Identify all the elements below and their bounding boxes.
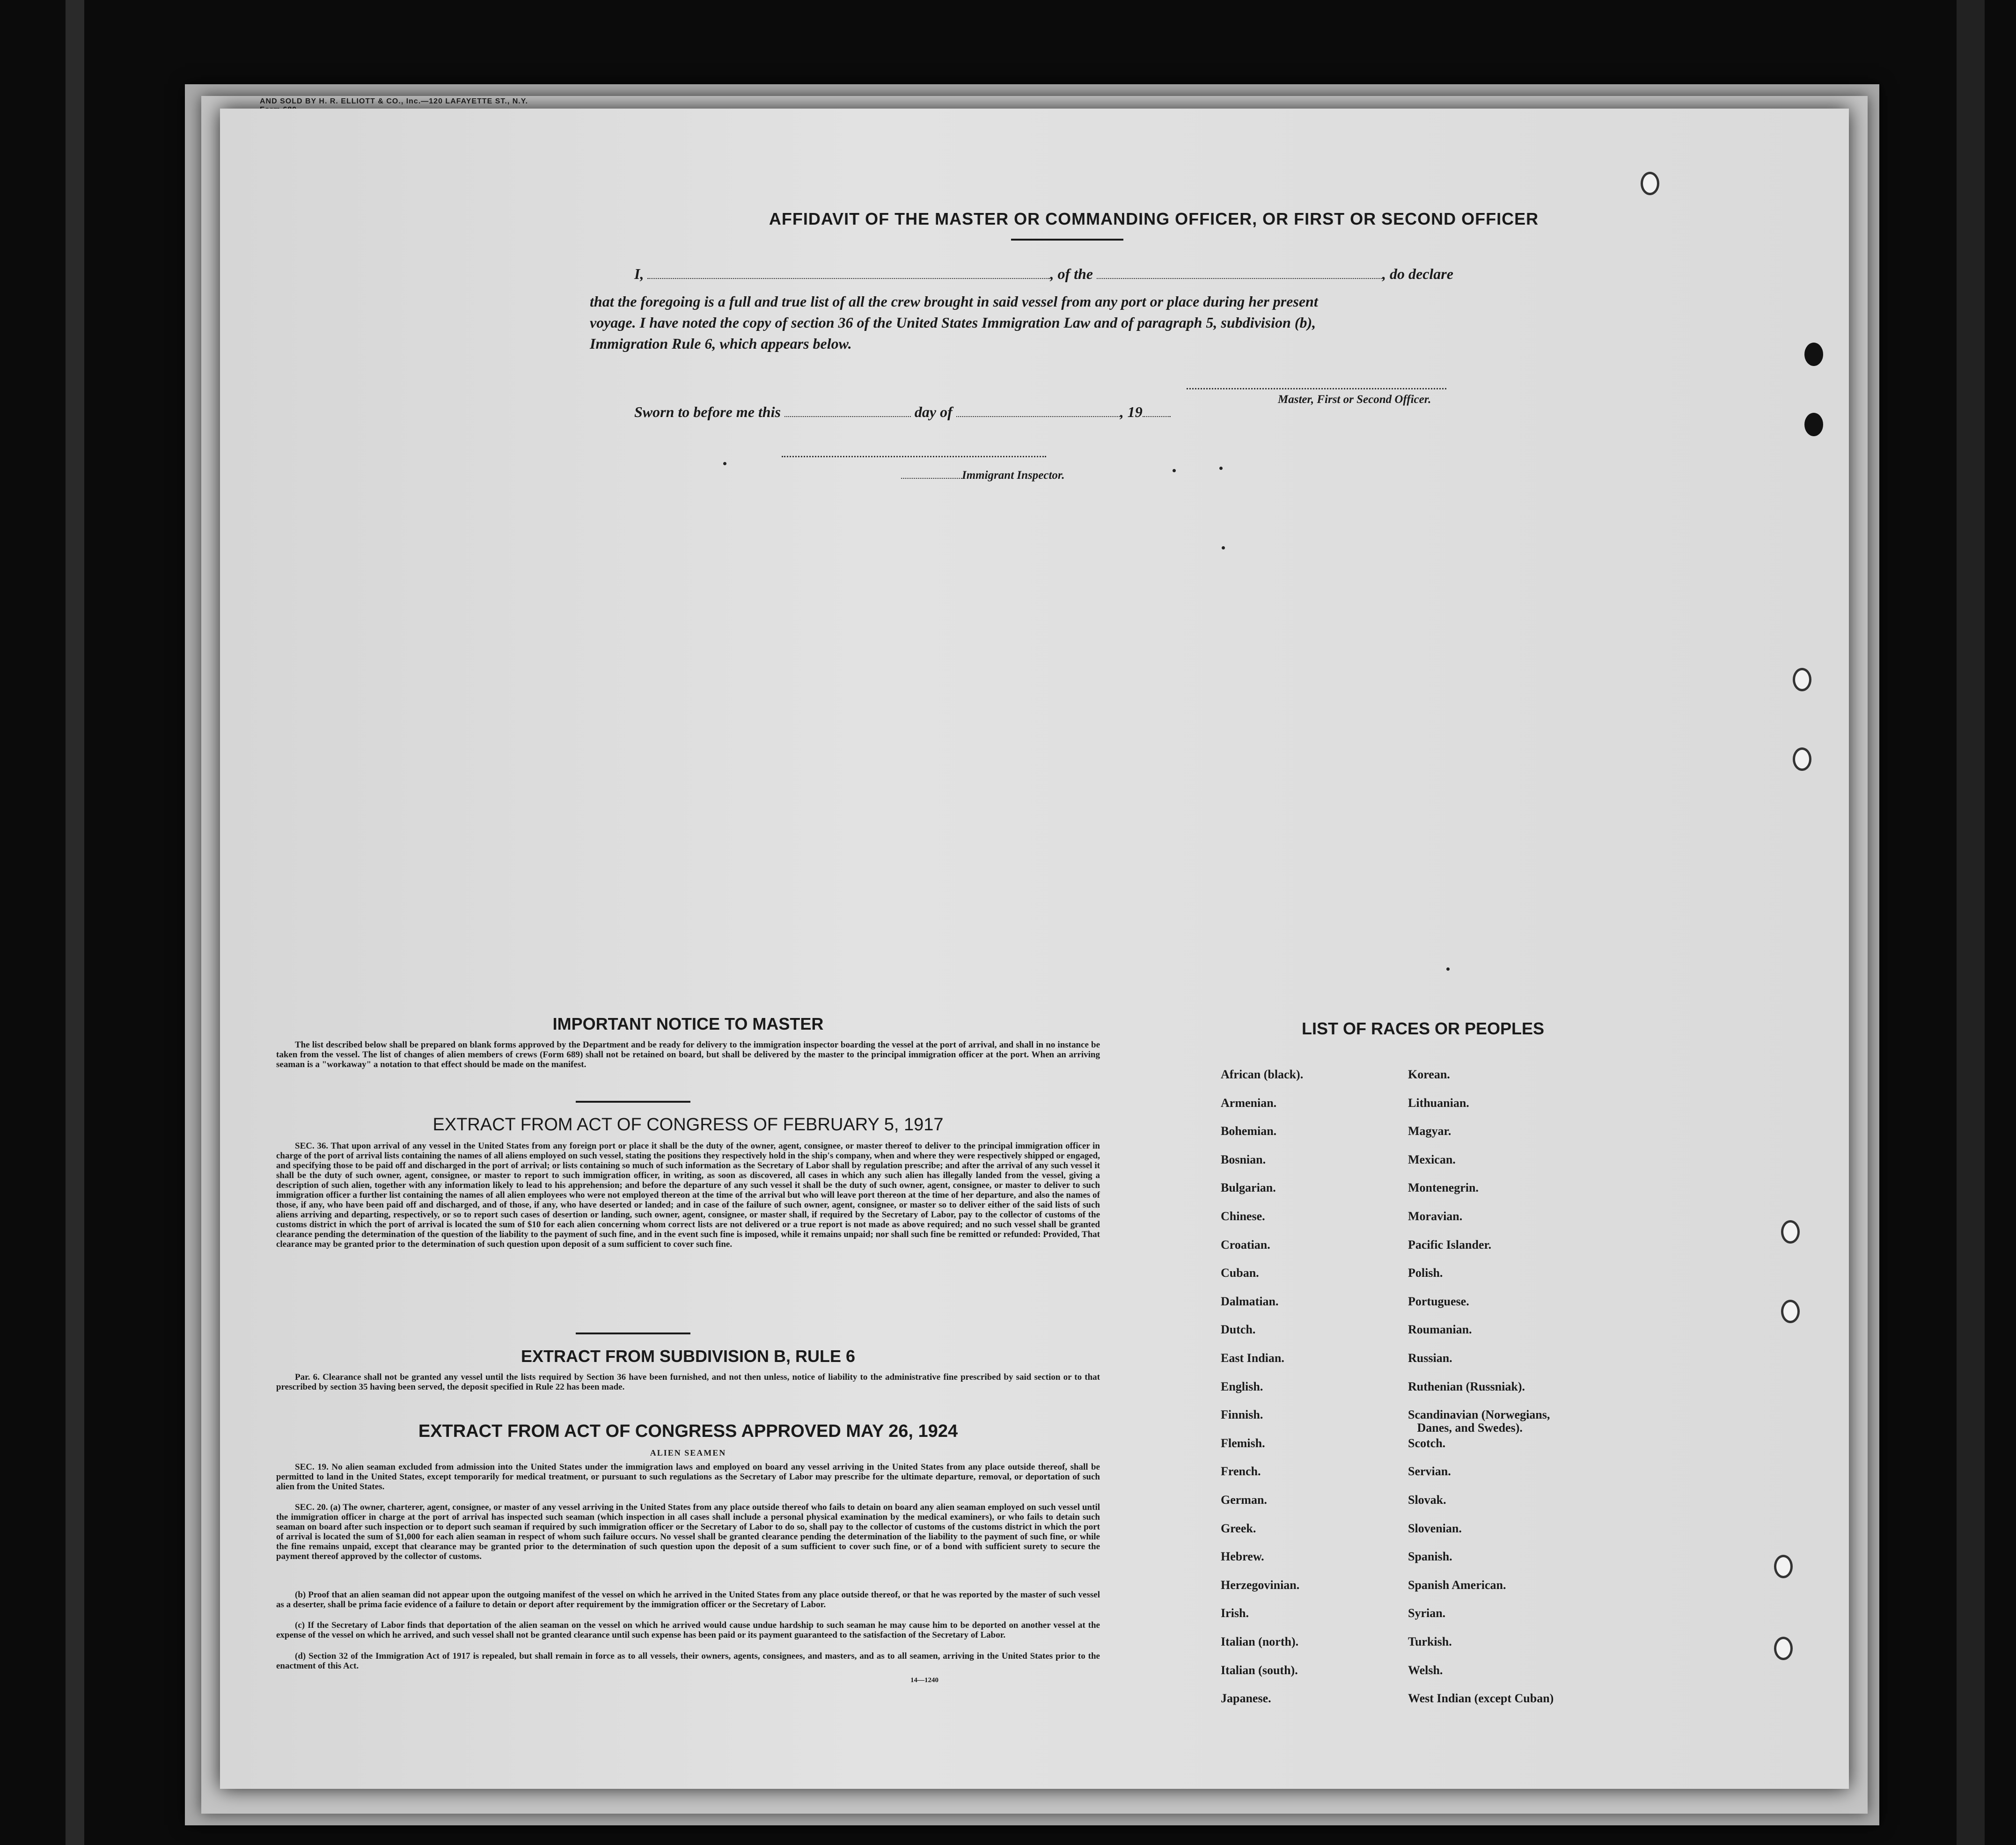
race-item: Armenian. — [1221, 1096, 1277, 1110]
punch-hole — [1781, 1220, 1800, 1244]
sworn-day-field[interactable] — [784, 405, 911, 417]
race-item: Dalmatian. — [1221, 1294, 1279, 1308]
race-item: Finnish. — [1221, 1408, 1263, 1422]
notice-body: The list described below shall be prepared on blank forms approved by the Department and be ready for delivery to the immigration inspector boarding the vessel at the port of arrival, and shall in no instance be taken from the vessel. The list of changes of alien members of crews (Form 689) shall not be retained on board, but shall be delivered by the master to the principal immigration officer at the port. When an arriving seaman is a "workaway" a notation to that effect should be made on the manifest. — [276, 1040, 1100, 1069]
race-item: Dutch. — [1221, 1323, 1256, 1337]
race-item: Flemish. — [1221, 1436, 1265, 1450]
inspector-signature-line[interactable] — [782, 455, 1046, 457]
punch-hole — [1774, 1555, 1793, 1578]
title-rule — [1011, 239, 1123, 241]
ink-mark — [1222, 546, 1225, 549]
sec20b-text: (b) Proof that an alien seaman did not appear upon the outgoing manifest of the vessel on which he arrived in the United States from any place outside thereof, or that he was reported by the master of such vessel as a deserter, shall be prima facie evidence of a failure to detain or deport after requirement by the immigration officer or the Secretary of Labor. — [276, 1590, 1100, 1610]
sworn-month-field[interactable] — [956, 405, 1120, 417]
race-item: Italian (south). — [1221, 1663, 1298, 1677]
race-item: Welsh. — [1408, 1663, 1443, 1677]
master-signature-label: Master, First or Second Officer. — [1278, 393, 1431, 406]
race-item: Slovenian. — [1408, 1521, 1462, 1535]
race-item: Herzegovinian. — [1221, 1578, 1300, 1592]
race-item: Moravian. — [1408, 1209, 1463, 1223]
race-item: Portuguese. — [1408, 1294, 1469, 1308]
race-item: Russian. — [1408, 1351, 1452, 1365]
race-item: Greek. — [1221, 1521, 1256, 1535]
extract-rule6-title: EXTRACT FROM SUBDIVISION B, RULE 6 — [520, 1347, 856, 1366]
extract-rule6-body: Par. 6. Clearance shall not be granted any vessel until the lists required by Section 36 have been furnished, and not then unless, notice of liability to the administrative fine prescribed by said section or to that prescribed by section 35 having been served, the deposit specified in Rule 22 has been made. — [276, 1372, 1100, 1392]
ink-mark — [1446, 967, 1450, 971]
race-item: Magyar. — [1408, 1124, 1452, 1138]
race-item: German. — [1221, 1493, 1267, 1507]
affidavit-line-3: voyage. I have noted the copy of section 36 of the United States Immigration Law and of paragraph 5, subdivision (b), — [590, 314, 1316, 331]
ink-mark — [723, 462, 726, 465]
year-label: , 19 — [1120, 403, 1143, 420]
race-item: Pacific Islander. — [1408, 1237, 1492, 1252]
race-item: Scotch. — [1408, 1436, 1446, 1450]
affidavit-line-2: that the foregoing is a full and true list of all the crew brought in said vessel from any port or place during her present — [590, 293, 1318, 310]
publisher-imprint: AND SOLD BY H. R. ELLIOTT & CO., Inc.—120 LAFAYETTE ST., N.Y. — [260, 97, 528, 105]
race-item: Montenegrin. — [1408, 1181, 1479, 1195]
vessel-name-field[interactable] — [1097, 267, 1382, 279]
race-item: Chinese. — [1221, 1209, 1265, 1223]
affidavit-line-4: Immigration Rule 6, which appears below. — [590, 335, 852, 352]
race-item: Spanish American. — [1408, 1578, 1506, 1592]
race-item: Turkish. — [1408, 1635, 1452, 1648]
race-item: Roumanian. — [1408, 1323, 1472, 1337]
sec20a-text: SEC. 20. (a) The owner, charterer, agent, consignee, or master of any vessel arriving in the United States from any place outside thereof who fails to detain on board any alien seaman employed on such vessel until the immigration officer in charge at the port of arrival has inspected such seaman (which inspection in all cases shall include a personal physical examination by the medical examiners), or who fails to detain such seaman on board after such inspection or to deport such seaman if required by such immigration officer or the Secretary of Labor to do so, shall pay to the collector of customs of the customs district in which the port of arrival is located the sum of $1,000 for each alien seaman in respect of whom such failure occurs. No vessel shall be granted clearance pending the determination of the liability to the payment of such fine, or while the fine remains unpaid, except that clearance may be granted prior to the determination of such question upon the deposit of a sum sufficient to cover such fine, or of a bond with sufficient surety to secure the payment thereof approved by the collector of customs. — [276, 1502, 1100, 1561]
race-item: West Indian (except Cuban) — [1408, 1691, 1554, 1706]
punch-hole — [1781, 1300, 1800, 1323]
race-item: Polish. — [1408, 1266, 1443, 1280]
of-the-label: , of the — [1050, 265, 1093, 282]
extract-1917-title: EXTRACT FROM ACT OF CONGRESS OF FEBRUARY 5, 1917 — [433, 1115, 944, 1135]
extract-1924-title: EXTRACT FROM ACT OF CONGRESS APPROVED MAY 26, 1924 — [418, 1421, 958, 1441]
section-rule — [576, 1101, 690, 1103]
sec20c-text: (c) If the Secretary of Labor finds that deportation of the alien seaman on the vessel on which he arrived would cause undue hardship to such seaman he may cause him to be deported on another vessel at the expense of the vessel on which he arrived, and such vessel shall not be granted clearance until such expense has been paid or its payment guaranteed to the satisfaction of the Secretary of Labor. — [276, 1620, 1100, 1640]
sec20d-text: (d) Section 32 of the Immigration Act of 1917 is repealed, but shall remain in force as to all vessels, their owners, agents, consignees, and masters, and as to all seamen, arriving in the United States prior to the enactment of this Act. — [276, 1651, 1100, 1671]
race-item: Hebrew. — [1221, 1550, 1264, 1564]
race-item: Bosnian. — [1221, 1152, 1266, 1166]
race-item: Italian (north). — [1221, 1635, 1299, 1648]
notice-title: IMPORTANT NOTICE TO MASTER — [552, 1014, 824, 1033]
affidavit-line-1 — [634, 265, 1711, 283]
race-item: Ruthenian (Russniak). — [1408, 1379, 1525, 1393]
inspector-label-text: Immigrant Inspector. — [962, 469, 1065, 482]
inspector-name-field[interactable] — [901, 471, 962, 479]
race-item: Irish. — [1221, 1606, 1249, 1620]
declarant-name-field[interactable] — [647, 267, 1050, 279]
form-number: 14—1240 — [910, 1677, 938, 1684]
sworn-line — [634, 403, 1430, 421]
do-declare-label: , do declare — [1382, 265, 1453, 282]
section-rule — [576, 1332, 690, 1334]
punch-hole — [1641, 172, 1659, 195]
race-item: Bohemian. — [1221, 1124, 1277, 1138]
document-page — [220, 109, 1849, 1789]
punch-hole — [1804, 413, 1823, 436]
punch-hole — [1793, 747, 1811, 771]
punch-hole — [1793, 668, 1811, 691]
extract-1917-body: SEC. 36. That upon arrival of any vessel in the United States from any foreign port or place it shall be the duty of the owner, agent, consignee, or master thereof to deliver to the principal immigration officer in charge of the port of arrival lists containing the names of all aliens employed on such vessel, stating the positions they respectively hold in the ship's company, when and where they were respectively shipped or engaged, and specifying those to be paid off and discharged in the port of arrival; or lists containing so much of such information as the Secretary of Labor shall by regulation prescribe; and after the arrival of any such vessel it shall be the duty of such owner, agent, consignee, or master to report to such immigration officer, in writing, as soon as discovered, all cases in which any such alien has illegally landed from the vessel, giving a description of such alien, together with any information likely to lead to his apprehension; and before the departure of any such vessel it shall be the duty of such owner, agent, consignee, or master to deliver to such immigration officer a further list containing the names of all alien employees who were not employed thereon at the time of the arrival but who will leave port thereon at the time of her departure, and also the names of those, if any, who have been paid off and discharged, and of those, if any, who have deserted or landed; and in case of the failure of such owner, agent, consignee, or master so to deliver either of the said lists of such aliens arriving and departing, respectively, or so to report such cases of desertion or landing, such owner, agent, consignee, or master shall, if required by the Secretary of Labor, pay to the collector of customs of the customs district in which the port of arrival is located the sum of $10 for each alien concerning whom correct lists are not delivered or a true report is not made as above required; and no such vessel shall be granted clearance pending the determination of the question of the liability to the payment of such fine, and in the event such fine is imposed, while it remains unpaid; nor shall such fine be remitted or refunded: Provided, That clearance may be granted prior to the determination of such question upon deposit of a sum sufficient to cover such fine. — [276, 1141, 1100, 1249]
race-item: Spanish. — [1408, 1550, 1452, 1564]
day-of-label: day of — [914, 403, 953, 420]
race-item: Cuban. — [1221, 1266, 1259, 1280]
master-signature-line[interactable] — [1187, 387, 1446, 389]
ink-mark — [1173, 469, 1176, 472]
i-label: I, — [634, 265, 644, 282]
race-item: Croatian. — [1221, 1237, 1270, 1252]
race-item: Mexican. — [1408, 1152, 1456, 1166]
alien-seamen-subtitle: ALIEN SEAMEN — [650, 1448, 726, 1457]
scanner-edge-left — [66, 0, 84, 1845]
race-item: Slovak. — [1408, 1493, 1446, 1507]
punch-hole — [1804, 343, 1823, 366]
race-item: Korean. — [1408, 1068, 1450, 1081]
affidavit-title: AFFIDAVIT OF THE MASTER OR COMMANDING OFFICER, OR FIRST OR SECOND OFFICER — [769, 209, 1539, 228]
race-item: Syrian. — [1408, 1606, 1446, 1620]
sworn-year-field[interactable] — [1143, 405, 1171, 417]
ink-mark — [1219, 467, 1223, 470]
race-item: English. — [1221, 1379, 1263, 1393]
race-item: French. — [1221, 1464, 1261, 1479]
race-item: East Indian. — [1221, 1351, 1284, 1365]
race-item: Scandinavian (Norwegians, Danes, and Swedes). — [1408, 1408, 1550, 1435]
races-title: LIST OF RACES OR PEOPLES — [1301, 1019, 1545, 1038]
sworn-label: Sworn to before me this — [634, 403, 781, 420]
scanner-edge-right — [1957, 0, 1985, 1845]
race-item: Servian. — [1408, 1464, 1451, 1479]
race-item: African (black). — [1221, 1068, 1304, 1081]
punch-hole — [1774, 1637, 1793, 1660]
sec19-text: SEC. 19. No alien seaman excluded from admission into the United States under the immigration laws and employed on board any vessel arriving in the United States from any place outside thereof, shall be permitted to land in the United States, except temporarily for medical treatment, or pursuant to such regulations as the Secretary of Labor may prescribe for the ultimate departure, removal, or deportation of such alien from the United States. — [276, 1462, 1100, 1492]
inspector-label — [901, 469, 1065, 482]
race-item: Bulgarian. — [1221, 1181, 1276, 1195]
race-item: Lithuanian. — [1408, 1096, 1469, 1110]
race-item: Japanese. — [1221, 1691, 1271, 1706]
